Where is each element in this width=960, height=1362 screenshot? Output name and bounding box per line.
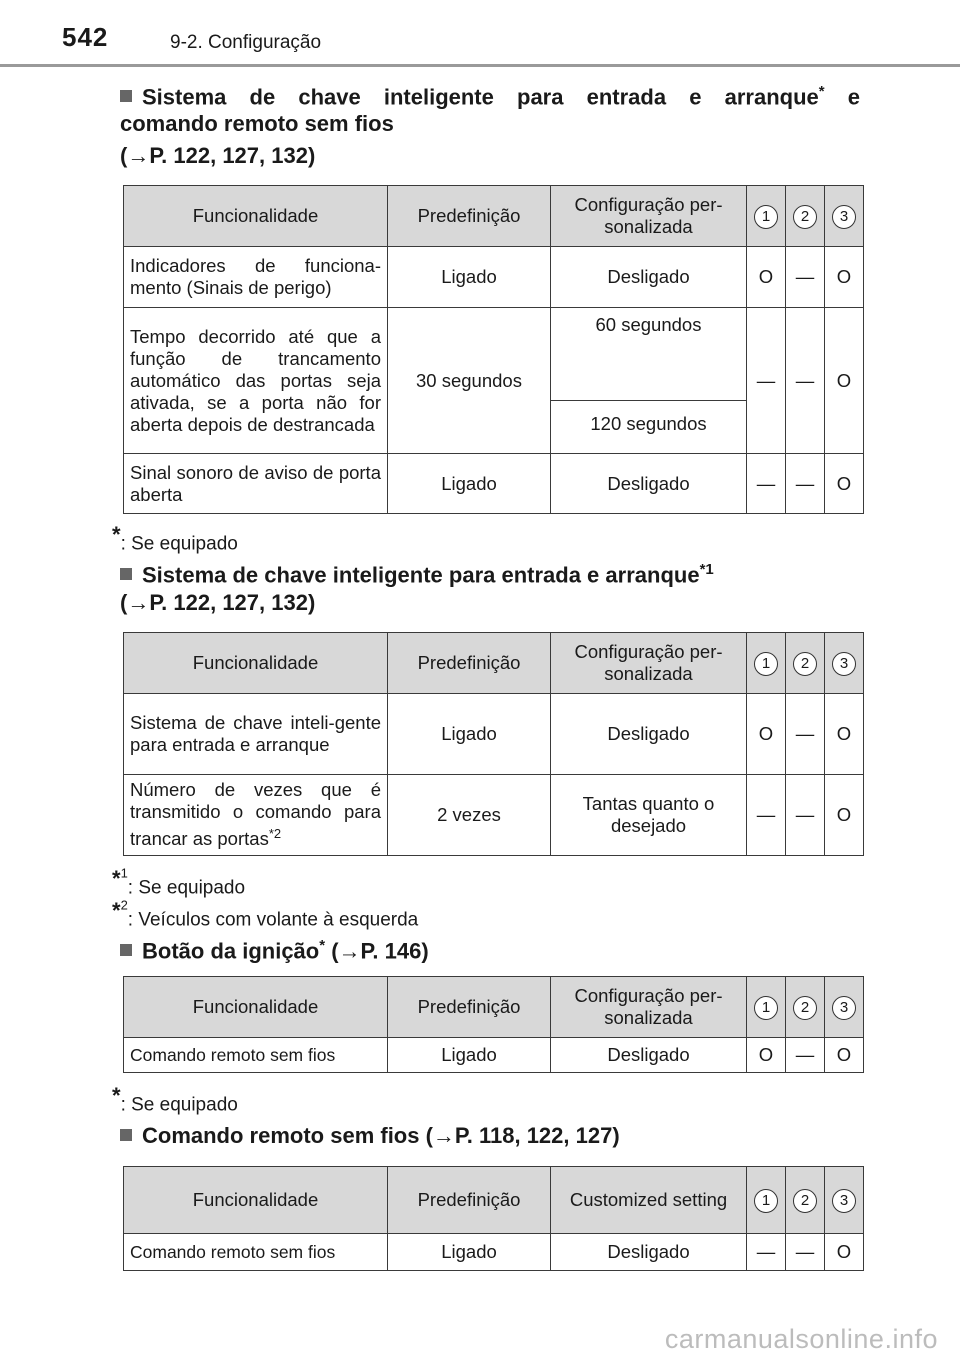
circled-2-icon: 2	[793, 652, 817, 676]
cell-function: Indicadores de funciona-mento (Sinais de perigo)	[124, 247, 388, 308]
col-header-custom: Customized setting	[551, 1167, 747, 1234]
table-row	[124, 308, 864, 401]
cell-mark-1: —	[747, 775, 786, 856]
col-header-1	[747, 977, 786, 1038]
col-header-custom: Configuração per-sonalizada	[551, 633, 747, 694]
cell-mark-3: O	[825, 308, 864, 454]
cell-mark-2: —	[786, 775, 825, 856]
col-header-default: Predefinição	[388, 186, 551, 247]
table-header-row	[124, 186, 864, 247]
page-number: 542	[62, 22, 109, 52]
circled-3-icon: 3	[832, 1189, 856, 1213]
footnote-2: $^{*^1}$: Se equipado	[112, 866, 246, 899]
col-header-function: Funcionalidade	[124, 633, 388, 694]
circled-3-icon: 3	[832, 205, 856, 229]
cell-custom: Desligado	[551, 1234, 747, 1271]
cell-default: Ligado	[388, 1038, 551, 1073]
cell-mark-2: —	[786, 247, 825, 308]
col-header-2	[786, 1167, 825, 1234]
circled-1-icon: 1	[754, 652, 778, 676]
cell-function: Sinal sonoro de aviso de porta aberta	[124, 454, 388, 514]
col-header-2	[786, 633, 825, 694]
cell-mark-1: O	[747, 247, 786, 308]
cell-mark-2: —	[786, 1234, 825, 1271]
cell-mark-3: O	[825, 694, 864, 775]
settings-table-4	[123, 1166, 864, 1271]
cell-default: Ligado	[388, 1234, 551, 1271]
cell-mark-3: O	[825, 1234, 864, 1271]
table-row	[124, 1038, 864, 1073]
col-header-3	[825, 186, 864, 247]
table-header-row	[124, 1167, 864, 1234]
circled-2-icon: 2	[793, 205, 817, 229]
square-bullet-icon	[120, 944, 132, 956]
cell-default: Ligado	[388, 454, 551, 514]
settings-table-2	[123, 632, 864, 856]
col-header-3	[825, 633, 864, 694]
table-row	[124, 247, 864, 308]
col-header-custom: Configuração per-sonalizada	[551, 186, 747, 247]
cell-mark-3: O	[825, 775, 864, 856]
col-header-default: Predefinição	[388, 633, 551, 694]
col-header-2	[786, 977, 825, 1038]
cell-custom: Desligado	[551, 694, 747, 775]
cell-default: 30 segundos	[388, 308, 551, 454]
col-header-1	[747, 633, 786, 694]
cell-custom: Desligado	[551, 454, 747, 514]
heading-smart-key-and-remote-line2: comando remoto sem fios	[120, 111, 394, 136]
section-title: 9-2. Configuração	[170, 32, 322, 53]
square-bullet-icon	[120, 568, 132, 580]
cell-custom: Desligado	[551, 247, 747, 308]
cell-mark-1: —	[747, 454, 786, 514]
footnote-3: $^{*^2}$: Veículos com volante à esquerda	[112, 898, 419, 931]
settings-table-1	[123, 185, 864, 514]
cell-function: Comando remoto sem fios	[124, 1038, 388, 1073]
cell-default: 2 vezes	[388, 775, 551, 856]
circled-3-icon: 3	[832, 652, 856, 676]
circled-2-icon: 2	[793, 1189, 817, 1213]
heading-1-page-ref: (→P. 122, 127, 132)	[120, 143, 316, 168]
table-header-row	[124, 977, 864, 1038]
cell-custom-option-1: 60 segundos	[551, 308, 747, 401]
cell-default: Ligado	[388, 247, 551, 308]
col-header-3	[825, 977, 864, 1038]
square-bullet-icon	[120, 1129, 132, 1141]
square-bullet-icon	[120, 90, 132, 102]
col-header-custom: Configuração per-sonalizada	[551, 977, 747, 1038]
cell-function: Comando remoto sem fios	[124, 1234, 388, 1271]
circled-3-icon: 3	[832, 996, 856, 1020]
cell-custom: Tantas quanto o desejado	[551, 775, 747, 856]
cell-mark-2: —	[786, 1038, 825, 1073]
table-row	[124, 454, 864, 514]
col-header-default: Predefinição	[388, 1167, 551, 1234]
circled-2-icon: 2	[793, 996, 817, 1020]
footnote-1: *: Se equipado	[112, 522, 238, 555]
col-header-function: Funcionalidade	[124, 1167, 388, 1234]
col-header-function: Funcionalidade	[124, 977, 388, 1038]
cell-function: Tempo decorrido até que a função de trancamento automático das portas seja ativada, se a porta não for aberta depois de destrancada	[124, 308, 388, 454]
cell-mark-1: —	[747, 308, 786, 454]
table-header-row	[124, 633, 864, 694]
cell-mark-2: —	[786, 308, 825, 454]
col-header-1	[747, 186, 786, 247]
footnote-4: *: Se equipado	[112, 1083, 238, 1116]
header-divider	[0, 64, 960, 67]
cell-mark-3: O	[825, 247, 864, 308]
cell-default: Ligado	[388, 694, 551, 775]
cell-mark-1: O	[747, 1038, 786, 1073]
cell-mark-3: O	[825, 454, 864, 514]
heading-smart-key-and-remote: Sistema de chave inteligente para entrada e arranque* e	[120, 76, 860, 113]
cell-custom: Desligado	[551, 1038, 747, 1073]
cell-function: Número de vezes que é transmitido o comando para trancar as portas$^{*2}$	[124, 775, 388, 856]
heading-wireless-remote: Comando remoto sem fios (→P. 118, 122, 127)	[120, 1120, 620, 1152]
table-row	[124, 1234, 864, 1271]
cell-mark-2: —	[786, 694, 825, 775]
heading-smart-key: Sistema de chave inteligente para entrada e arranque$^{*1}$	[120, 554, 714, 591]
heading-2-page-ref: (→P. 122, 127, 132)	[120, 590, 316, 615]
settings-table-3	[123, 976, 864, 1073]
cell-mark-1: —	[747, 1234, 786, 1271]
watermark-text: carmanualsonline.info	[664, 1324, 938, 1354]
cell-custom-option-2: 120 segundos	[551, 401, 747, 454]
col-header-3	[825, 1167, 864, 1234]
circled-1-icon: 1	[754, 996, 778, 1020]
col-header-1	[747, 1167, 786, 1234]
heading-ignition-button: Botão da ignição* (→P. 146)	[120, 930, 429, 967]
circled-1-icon: 1	[754, 1189, 778, 1213]
col-header-default: Predefinição	[388, 977, 551, 1038]
col-header-2	[786, 186, 825, 247]
cell-mark-1: O	[747, 694, 786, 775]
table-row	[124, 775, 864, 856]
circled-1-icon: 1	[754, 205, 778, 229]
cell-mark-3: O	[825, 1038, 864, 1073]
cell-mark-2: —	[786, 454, 825, 514]
col-header-function: Funcionalidade	[124, 186, 388, 247]
cell-function: Sistema de chave inteli-gente para entrada e arranque	[124, 694, 388, 775]
table-row	[124, 694, 864, 775]
